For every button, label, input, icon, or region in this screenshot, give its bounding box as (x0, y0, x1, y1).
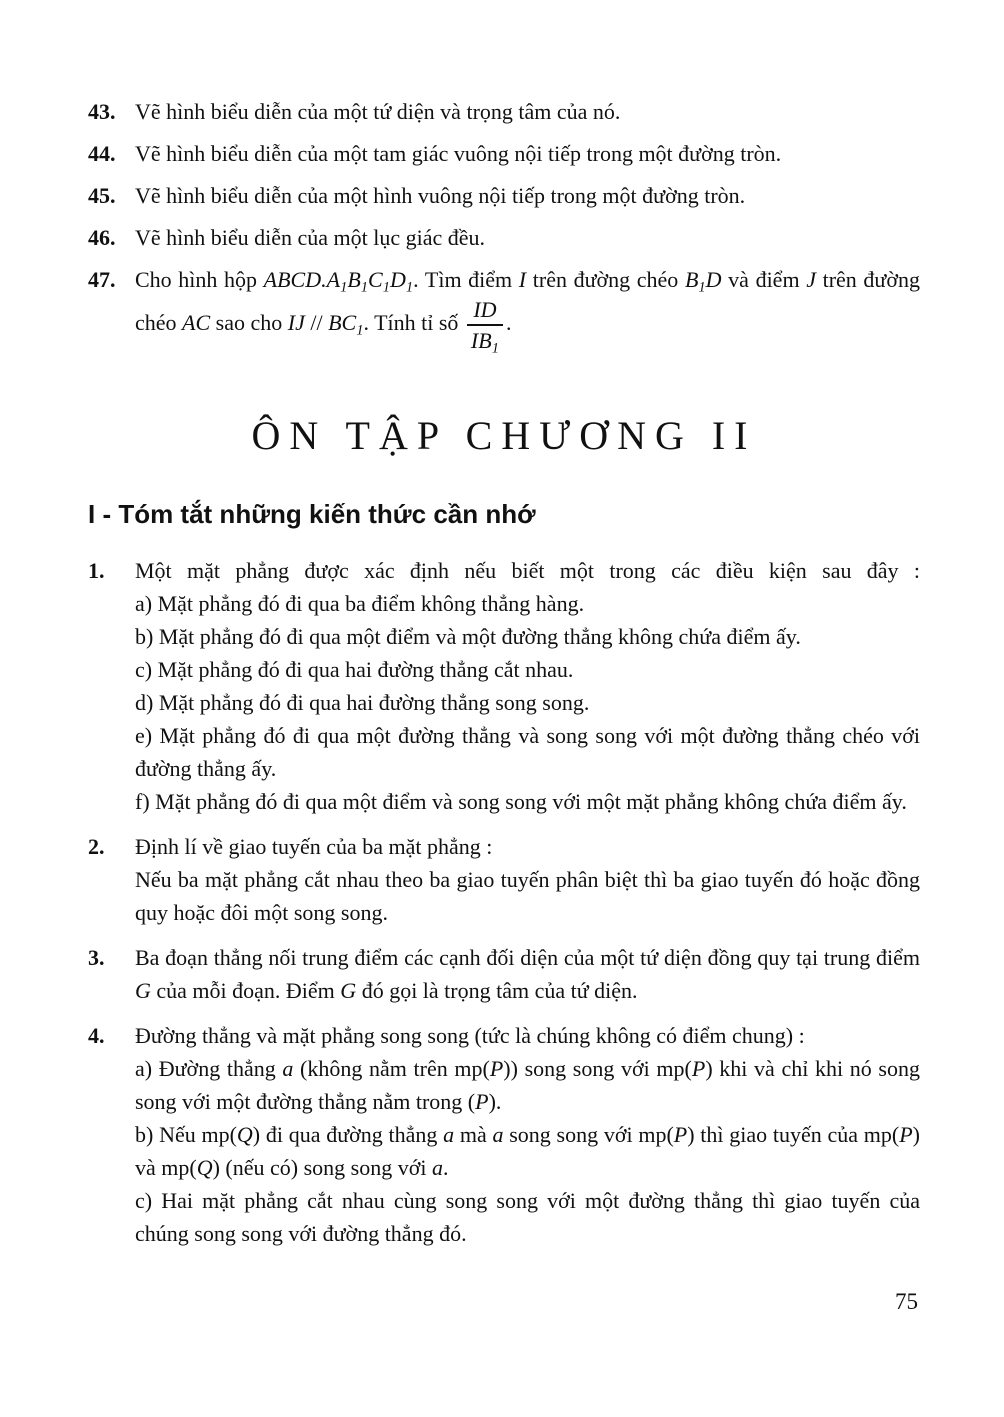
text-run: ) khi và chỉ khi nó song song với một đường thẳng nằm trong ( (135, 1056, 920, 1114)
text-run: và điểm (721, 267, 807, 292)
text-run: AC (182, 310, 211, 336)
fraction (467, 296, 503, 357)
text-run: của mỗi đoạn. Điểm (150, 978, 341, 1003)
exercise-number: 47. (88, 267, 116, 292)
text-run: f) Mặt phẳng đó đi qua một điểm và song song với một mặt phẳng không chứa điểm ấy. (135, 789, 907, 814)
text-run: J (806, 267, 816, 292)
text-run: a) Mặt phẳng đó đi qua ba điểm không thẳng hàng. (135, 591, 585, 616)
text-run: song song với mp( (503, 1122, 674, 1147)
text-run: 1 (340, 279, 348, 296)
text-run: . Tìm điểm (413, 267, 519, 292)
point-body (135, 830, 920, 929)
text-run: D (705, 267, 722, 292)
exercise-item (88, 179, 920, 212)
text-run: IJ (287, 310, 305, 336)
text-run: d) Mặt phẳng đó đi qua hai đường thẳng song song. (135, 690, 590, 715)
text-run: B (347, 267, 361, 292)
text-run: P (673, 1122, 688, 1147)
text-run: Q (236, 1122, 253, 1147)
text-run: Nếu ba mặt phẳng cắt nhau theo ba giao tuyến phân biệt thì ba giao tuyến đó hoặc đồng quy hoặc đôi một song song. (135, 867, 920, 925)
text-run: )) song song với mp( (503, 1056, 692, 1081)
text-run: Đường thẳng và mặt phẳng song song (tức là chúng không có điểm chung) : (135, 1023, 805, 1048)
point-sub-text (135, 686, 920, 719)
text-run: C (368, 267, 383, 292)
text-run: c) Hai mặt phẳng cắt nhau cùng song song với một đường thẳng thì giao tuyến của chúng song song với đường thẳng đó. (135, 1188, 920, 1246)
exercise-text (135, 179, 920, 212)
text-run: P (691, 1056, 706, 1081)
point-sub-text (135, 1184, 920, 1250)
exercise-number: 44. (88, 141, 116, 166)
point-body (135, 1019, 920, 1250)
point-body (135, 554, 920, 818)
text-run: Ba đoạn thẳng nối trung điểm các cạnh đối diện của một tứ diện đồng quy tại trung điểm (135, 945, 920, 970)
text-run: 1 (698, 279, 706, 296)
exercise-number: 46. (88, 225, 116, 250)
point-body (135, 941, 920, 1007)
exercise-list (88, 95, 920, 357)
exercise-text (135, 221, 920, 254)
text-run: Cho hình hộp (135, 267, 264, 292)
text-run: G (135, 978, 151, 1003)
text-run: 1 (360, 279, 369, 296)
point-lead-text (135, 830, 920, 863)
text-run: P (899, 1122, 913, 1147)
summary-point-item (88, 1019, 920, 1250)
text-run: b) Mặt phẳng đó đi qua một điểm và một đường thẳng không chứa điểm ấy. (135, 624, 801, 649)
text-run: Vẽ hình biểu diễn của một tam giác vuông nội tiếp trong một đường tròn. (135, 141, 782, 166)
text-run: B (684, 267, 699, 292)
point-number: 2. (88, 834, 105, 859)
text-run: Q (196, 1155, 213, 1180)
summary-points-list (88, 554, 920, 1250)
exercise-item (88, 221, 920, 254)
text-run: a (443, 1122, 455, 1147)
exercise-item (88, 137, 920, 170)
text-run: BC (328, 310, 357, 336)
exercise-item (88, 263, 920, 357)
summary-point-item (88, 830, 920, 929)
text-run: (không nằm trên mp( (293, 1056, 490, 1081)
text-run: b) Nếu mp( (135, 1122, 237, 1147)
point-sub-text (135, 1052, 920, 1118)
point-lead-text (135, 554, 920, 587)
text-run: ) đi qua đường thẳng (252, 1122, 444, 1147)
fraction-numerator (467, 296, 503, 324)
point-sub-text (135, 653, 920, 686)
text-run: a (431, 1155, 443, 1180)
page-number: 75 (895, 1289, 918, 1314)
text-run: a (492, 1122, 504, 1147)
text-run: D (390, 267, 406, 292)
text-run: Định lí về giao tuyến của ba mặt phẳng : (135, 834, 493, 859)
text-run: 1 (356, 322, 364, 339)
text-run: c) Mặt phẳng đó đi qua hai đường thẳng cắt nhau. (135, 657, 574, 682)
point-sub-text (135, 620, 920, 653)
text-run: I (518, 267, 527, 292)
text-run: Vẽ hình biểu diễn của một tứ diện và trọng tâm của nó. (135, 99, 621, 124)
text-run: IB (470, 328, 492, 353)
summary-point-item (88, 941, 920, 1007)
exercise-text (135, 95, 920, 128)
point-number: 4. (88, 1023, 105, 1048)
point-sub-text (135, 863, 920, 929)
text-run: P (489, 1056, 504, 1081)
point-lead-text (135, 941, 920, 1007)
text-run: G (340, 978, 357, 1003)
text-run: ID (473, 297, 497, 322)
text-run: e) Mặt phẳng đó đi qua một đường thẳng và song song với một đường thẳng chéo với đường thẳng ấy. (135, 723, 920, 781)
point-sub-text (135, 1118, 920, 1184)
summary-point-item (88, 554, 920, 818)
text-run: 1 (491, 340, 499, 357)
text-run: ) (nếu có) song song với (212, 1155, 432, 1180)
chapter-title: ÔN TẬP CHƯƠNG II (251, 413, 757, 458)
text-run: đó gọi là trọng tâm của tứ diện. (356, 978, 638, 1003)
text-run: trên đường chéo (526, 267, 685, 292)
text-run: a) Đường thẳng (135, 1056, 283, 1081)
exercise-number: 43. (88, 99, 116, 124)
point-lead-text (135, 1019, 920, 1052)
text-run: ) và mp( (135, 1122, 920, 1180)
point-sub-text (135, 785, 920, 818)
text-run: sao cho (210, 310, 288, 336)
text-run: . Tính tỉ số (363, 310, 464, 336)
text-run: mà (454, 1122, 493, 1147)
text-run: trên đường chéo (135, 267, 920, 336)
exercise-item (88, 95, 920, 128)
text-run: // (304, 310, 329, 336)
text-run: ) thì giao tuyến của mp( (687, 1122, 900, 1147)
text-run: . (442, 1155, 449, 1180)
text-run: . (505, 310, 512, 336)
text-run: a (282, 1056, 294, 1081)
text-run: Vẽ hình biểu diễn của một hình vuông nội tiếp trong một đường tròn. (135, 183, 746, 208)
text-run: ). (488, 1089, 502, 1114)
text-run: ABCD.A (263, 267, 341, 292)
text-run: 1 (405, 279, 414, 296)
text-run: P (475, 1089, 489, 1114)
text-run: 1 (382, 279, 390, 296)
text-run: Vẽ hình biểu diễn của một lục giác đều. (135, 225, 486, 250)
point-number: 1. (88, 558, 105, 583)
exercise-number: 45. (88, 183, 116, 208)
fraction-denominator (467, 324, 503, 357)
point-number: 3. (88, 945, 105, 970)
section-heading: I - Tóm tắt những kiến thức cần nhớ (88, 499, 536, 529)
point-sub-text (135, 587, 920, 620)
text-run: Một mặt phẳng được xác định nếu biết một trong các điều kiện sau đây : (135, 558, 920, 583)
exercise-text (135, 263, 920, 357)
point-sub-text (135, 719, 920, 785)
exercise-text (135, 137, 920, 170)
